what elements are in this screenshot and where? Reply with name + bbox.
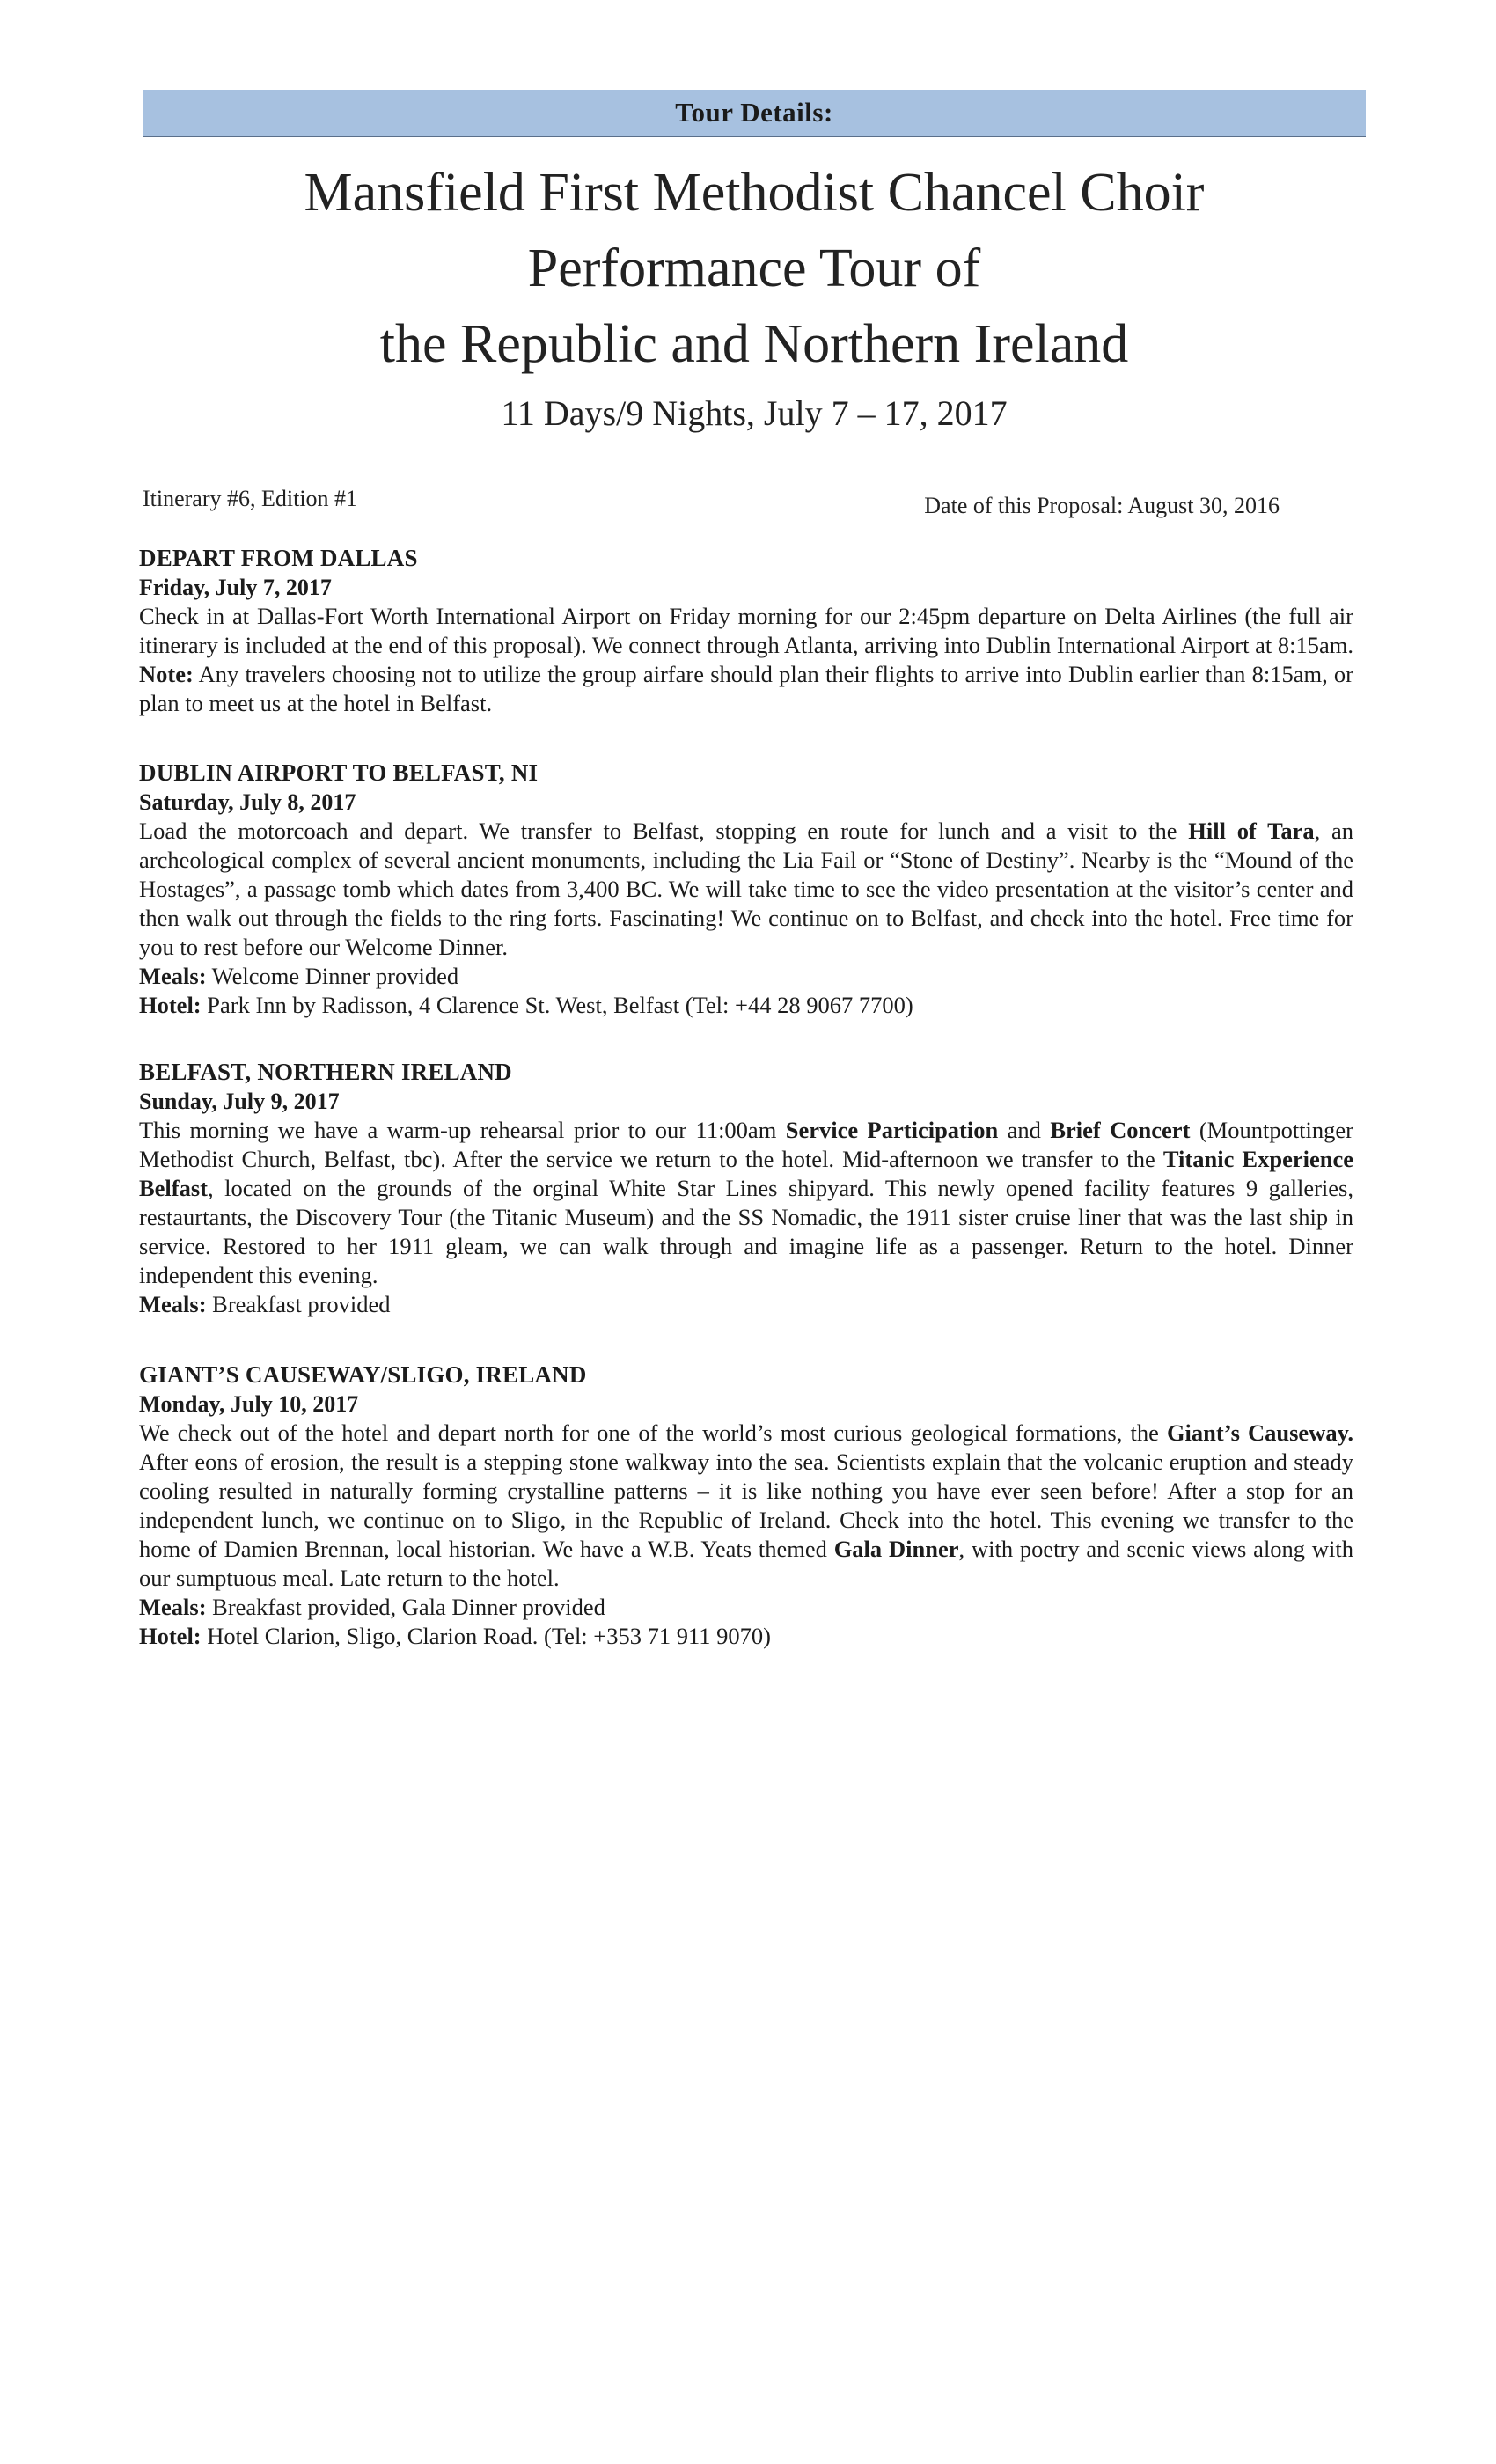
day-section-giants-causeway-sligo (139, 1360, 1353, 1651)
highlight-brief-concert: Brief Concert (1050, 1117, 1191, 1143)
meals-line: Meals: Breakfast provided (139, 1291, 391, 1317)
day-heading: DEPART FROM DALLAS (139, 545, 418, 571)
note-label: Note: (139, 661, 194, 687)
document-title-block (143, 155, 1366, 438)
day-section-dublin-to-belfast (139, 759, 1353, 1020)
tour-details-banner (143, 90, 1366, 137)
hotel-label: Hotel: (139, 1623, 202, 1649)
title-line-2: Performance Tour of (527, 238, 981, 298)
highlight-hill-of-tara: Hill of Tara (1188, 818, 1315, 844)
highlight-giants-causeway: Giant’s Causeway. (1166, 1419, 1353, 1446)
hotel-label: Hotel: (139, 992, 202, 1018)
hotel-line: Hotel: Hotel Clarion, Sligo, Clarion Road. (Tel: +353 71 911 9070) (139, 1623, 771, 1649)
meals-label: Meals: (139, 1291, 207, 1317)
day-description: We check out of the hotel and depart north for one of the world’s most curious geological formations, the Giant’s Causeway. After eons of erosion, the result is a stepping stone walkway into the sea. Scientists explain that the volcanic eruption and steady cooling resulted in naturally forming crystalline patterns – it is like nothing you have ever seen before! After a stop for an independent lunch, we continue on to Sligo, in the Republic of Ireland. Check into the hotel. This evening we transfer to the home of Damien Brennan, local historian. We have a W.B. Yeats themed Gala Dinner, with poetry and scenic views along with our sumptuous meal. Late return to the hotel. (139, 1419, 1353, 1591)
day-section-belfast (139, 1058, 1353, 1319)
title-line-1: Mansfield First Methodist Chancel Choir (304, 163, 1205, 223)
meals-label: Meals: (139, 1594, 207, 1620)
proposal-date: Date of this Proposal: August 30, 2016 (924, 493, 1280, 518)
meals-line: Meals: Welcome Dinner provided (139, 963, 459, 989)
day-date: Sunday, July 9, 2017 (139, 1089, 340, 1114)
highlight-titanic-experience: Titanic Experience Belfast (139, 1146, 1353, 1201)
day-description: This morning we have a warm-up rehearsal prior to our 11:00am Service Participation and Brief Concert (Mountpottinger Methodist Church, Belfast, tbc). After the service we return to the hotel. Mid-afternoon we transfer to the Titanic Experience Belfast, located on the grounds of the orginal White Star Lines shipyard. This newly opened facility features 9 galleries, restaurtants, the Discovery Tour (the Titanic Museum) and the SS Nomadic, the 1911 sister cruise liner that was the last ship in service. Restored to her 1911 gleam, we can walk through and imagine life as a passenger. Return to the hotel. Dinner independent this evening. (139, 1117, 1353, 1288)
banner-title: Tour Details: (675, 97, 833, 128)
day-date: Saturday, July 8, 2017 (139, 789, 356, 815)
meals-label: Meals: (139, 963, 207, 989)
meals-line: Meals: Breakfast provided, Gala Dinner provided (139, 1594, 605, 1620)
day-section-depart-dallas (139, 544, 1353, 718)
day-description: Check in at Dallas-Fort Worth International Airport on Friday morning for our 2:45pm departure on Delta Airlines (the full air itinerary is included at the end of this proposal). We connect through Atlanta, arriving into Dublin International Airport at 8:15am. Note: Any travelers choosing not to utilize the group airfare should plan their flights to arrive into Dublin earlier than 8:15am, or plan to meet us at the hotel in Belfast. (139, 603, 1353, 716)
day-description: Load the motorcoach and depart. We transfer to Belfast, stopping en route for lunch and a visit to the Hill of Tara, an archeological complex of several ancient monuments, including the Lia Fail or “Stone of Destiny”. Nearby is the “Mound of the Hostages”, a passage tomb which dates from 3,400 BC. We will take time to see the video presentation at the visitor’s center and then walk out through the fields to the ring forts. Fascinating! We continue on to Belfast, and check into the hotel. Free time for you to rest before our Welcome Dinner. (139, 818, 1353, 960)
highlight-gala-dinner: Gala Dinner (833, 1536, 959, 1562)
day-heading: BELFAST, NORTHERN IRELAND (139, 1059, 512, 1085)
title-line-3: the Republic and Northern Ireland (379, 314, 1129, 374)
itinerary-edition: Itinerary #6, Edition #1 (143, 486, 358, 511)
day-date: Monday, July 10, 2017 (139, 1391, 359, 1417)
tour-dates-subtitle: 11 Days/9 Nights, July 7 – 17, 2017 (501, 393, 1008, 433)
day-heading: GIANT’S CAUSEWAY/SLIGO, IRELAND (139, 1361, 587, 1388)
highlight-service-participation: Service Participation (785, 1117, 999, 1143)
day-date: Friday, July 7, 2017 (139, 575, 332, 600)
day-heading: DUBLIN AIRPORT TO BELFAST, NI (139, 759, 539, 786)
hotel-line: Hotel: Park Inn by Radisson, 4 Clarence St. West, Belfast (Tel: +44 28 9067 7700) (139, 992, 913, 1018)
